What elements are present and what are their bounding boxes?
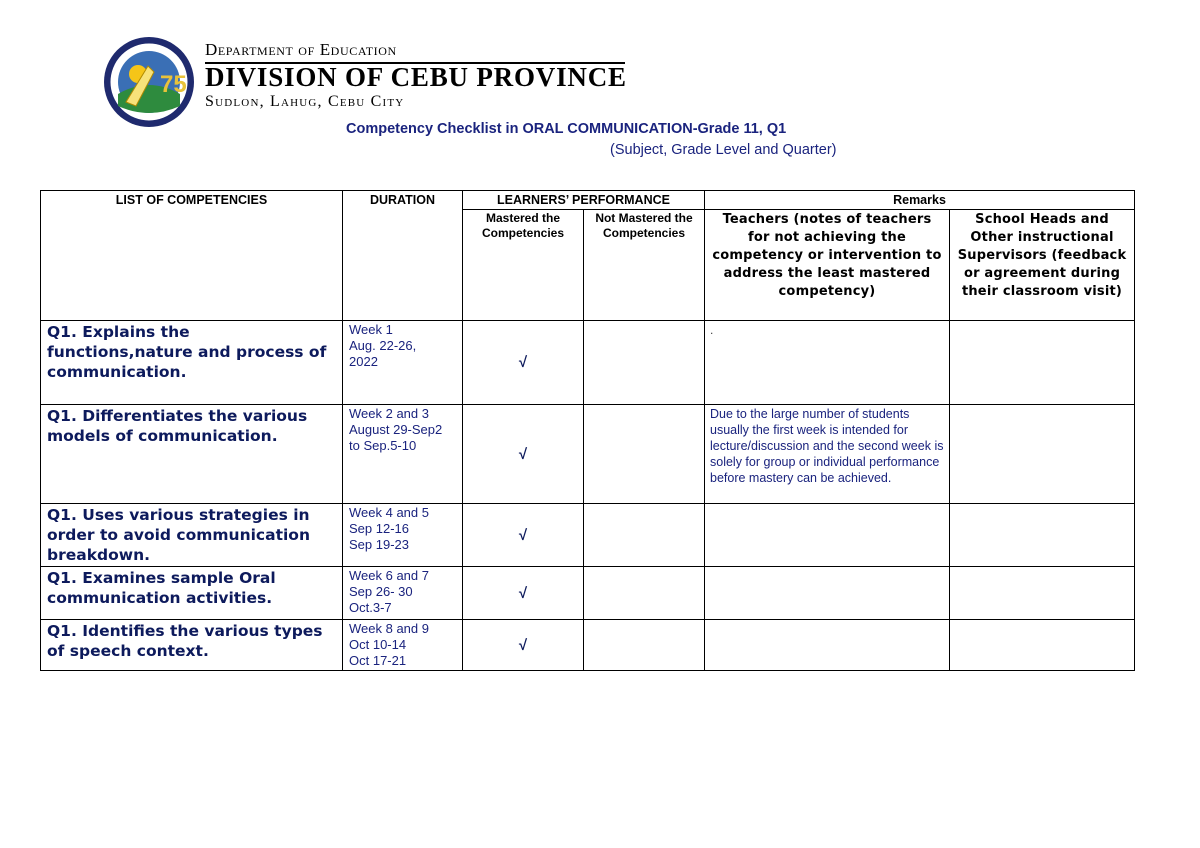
header-performance: LEARNERS’ PERFORMANCE	[463, 191, 705, 210]
document-title: Competency Checklist in ORAL COMMUNICATION-Grade 11, Q1	[346, 121, 787, 137]
teacher-note-cell: .	[705, 321, 950, 405]
division-name: DIVISION OF CEBU PROVINCE	[205, 62, 627, 92]
document-subtitle: (Subject, Grade Level and Quarter)	[610, 142, 837, 158]
table-row	[41, 405, 1135, 504]
duration-line: Week 4 and 5	[349, 505, 429, 520]
not-mastered-cell	[584, 567, 705, 620]
mastered-check: √	[463, 504, 584, 567]
svg-text:75: 75	[160, 71, 187, 98]
header-duration: DURATION	[343, 191, 463, 321]
table-header-row	[41, 191, 1135, 210]
teacher-note-cell	[705, 504, 950, 567]
head-note-cell	[950, 504, 1135, 567]
header-teachers: Teachers (notes of teachers for not achieving the competency or intervention to address the least mastered competency)	[705, 210, 950, 321]
not-mastered-cell	[584, 321, 705, 405]
teacher-note-cell: Due to the large number of students usually the first week is intended for lecture/discussion and the second week is solely for group or individual performance before mastery can be achieved.	[705, 405, 950, 504]
head-note-cell	[950, 620, 1135, 671]
head-note-cell	[950, 405, 1135, 504]
competency-cell: Q1. Explains the functions,nature and process of communication.	[41, 321, 343, 405]
competency-cell: Q1. Differentiates the various models of communication.	[41, 405, 343, 504]
duration-line: Week 8 and 9	[349, 621, 429, 636]
header-competencies: LIST OF COMPETENCIES	[41, 191, 343, 321]
header-remarks: Remarks	[705, 191, 1135, 210]
division-seal-icon	[102, 36, 196, 128]
mastered-check: √	[463, 321, 584, 405]
duration-line: Sep 26- 30	[349, 584, 413, 599]
duration-line: Week 6 and 7	[349, 568, 429, 583]
duration-cell	[343, 620, 463, 671]
competency-table	[40, 190, 1135, 671]
department-name: Department of Education	[205, 40, 397, 59]
not-mastered-cell	[584, 504, 705, 567]
duration-line: Oct 10-14	[349, 637, 407, 652]
duration-line: Sep 12-16	[349, 521, 409, 536]
table-row	[41, 504, 1135, 567]
duration-line: Week 1	[349, 322, 393, 337]
mastered-check: √	[463, 620, 584, 671]
duration-line: to Sep.5-10	[349, 438, 417, 453]
competency-cell: Q1. Uses various strategies in order to avoid communication breakdown.	[41, 504, 343, 567]
duration-line: August 29-Sep2	[349, 422, 443, 437]
competency-cell: Q1. Identifies the various types of speech context.	[41, 620, 343, 671]
teacher-note-cell	[705, 620, 950, 671]
division-address: Sudlon, Lahug, Cebu City	[205, 93, 405, 110]
header-school-heads: School Heads and Other instructional Supervisors (feedback or agreement during their classroom visit)	[950, 210, 1135, 321]
duration-line: 2022	[349, 354, 378, 369]
duration-cell	[343, 405, 463, 504]
header-not-mastered: Not Mastered the Competencies	[584, 210, 705, 321]
not-mastered-cell	[584, 620, 705, 671]
competency-cell: Q1. Examines sample Oral communication activities.	[41, 567, 343, 620]
duration-line: Week 2 and 3	[349, 406, 429, 421]
duration-line: Sep 19-23	[349, 537, 409, 552]
table-row	[41, 321, 1135, 405]
head-note-cell	[950, 567, 1135, 620]
mastered-check: √	[463, 567, 584, 620]
head-note-cell	[950, 321, 1135, 405]
table-row	[41, 620, 1135, 671]
duration-line: Oct 17-21	[349, 653, 407, 668]
header-mastered: Mastered the Competencies	[463, 210, 584, 321]
duration-cell	[343, 504, 463, 567]
mastered-check: √	[463, 405, 584, 504]
duration-line: Oct.3-7	[349, 600, 392, 615]
teacher-note-cell	[705, 567, 950, 620]
duration-cell	[343, 567, 463, 620]
duration-line: Aug. 22-26,	[349, 338, 417, 353]
table-row	[41, 567, 1135, 620]
not-mastered-cell	[584, 405, 705, 504]
duration-cell	[343, 321, 463, 405]
